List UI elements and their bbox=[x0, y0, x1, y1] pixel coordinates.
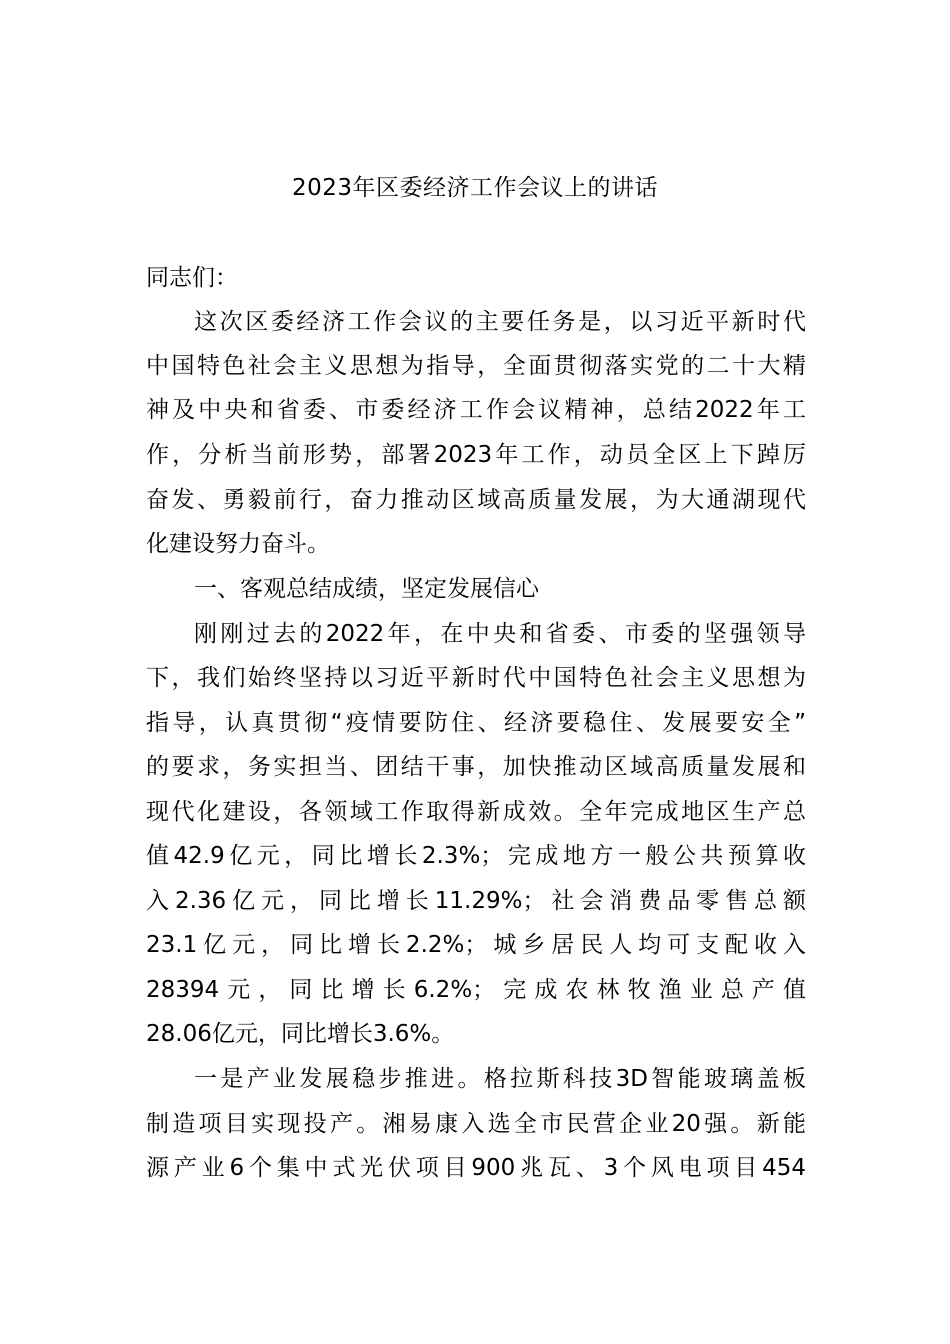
paragraph-line: 28.06亿元，同比增长3.6%。 bbox=[146, 1021, 455, 1047]
paragraph-line: 指导，认真贯彻“疫情要防住、经济要稳住、发展要安全” bbox=[146, 710, 806, 736]
paragraph-line: 下，我们始终坚持以习近平新时代中国特色社会主义思想为 bbox=[146, 665, 806, 691]
paragraph-line: 28394元，同比增长6.2%；完成农林牧渔业总产值 bbox=[146, 977, 806, 1003]
section-heading: 一、客观总结成绩，坚定发展信心 bbox=[194, 576, 539, 602]
paragraph-line: 23.1亿元，同比增长2.2%；城乡居民人均可支配收入 bbox=[146, 932, 806, 958]
paragraph-line: 作，分析当前形势，部署2023年工作，动员全区上下踔厉 bbox=[146, 442, 806, 468]
paragraph-line: 神及中央和省委、市委经济工作会议精神，总结2022年工 bbox=[146, 397, 806, 423]
paragraph-line: 制造项目实现投产。湘易康入选全市民营企业20强。新能 bbox=[146, 1111, 806, 1137]
greeting: 同志们： bbox=[146, 265, 238, 291]
paragraph-line: 刚刚过去的2022年，在中央和省委、市委的坚强领导 bbox=[194, 621, 806, 647]
document-title: 2023年区委经济工作会议上的讲话 bbox=[291, 175, 659, 201]
paragraph-line: 中国特色社会主义思想为指导，全面贯彻落实党的二十大精 bbox=[146, 353, 806, 379]
paragraph-line: 化建设努力奋斗。 bbox=[146, 531, 330, 557]
paragraph-line: 奋发、勇毅前行，奋力推动区域高质量发展，为大通湖现代 bbox=[146, 487, 806, 513]
paragraph-line: 一是产业发展稳步推进。格拉斯科技3D智能玻璃盖板 bbox=[194, 1066, 806, 1092]
paragraph-line: 源产业6个集中式光伏项目900兆瓦、3个风电项目454 bbox=[146, 1155, 806, 1181]
paragraph-line: 入2.36亿元，同比增长11.29%；社会消费品零售总额 bbox=[146, 888, 806, 914]
paragraph-line: 这次区委经济工作会议的主要任务是，以习近平新时代 bbox=[194, 309, 806, 335]
paragraph-line: 的要求，务实担当、团结干事，加快推动区域高质量发展和 bbox=[146, 754, 806, 780]
paragraph-line: 现代化建设，各领域工作取得新成效。全年完成地区生产总 bbox=[146, 799, 806, 825]
paragraph-line: 值42.9亿元，同比增长2.3%；完成地方一般公共预算收 bbox=[146, 843, 806, 869]
